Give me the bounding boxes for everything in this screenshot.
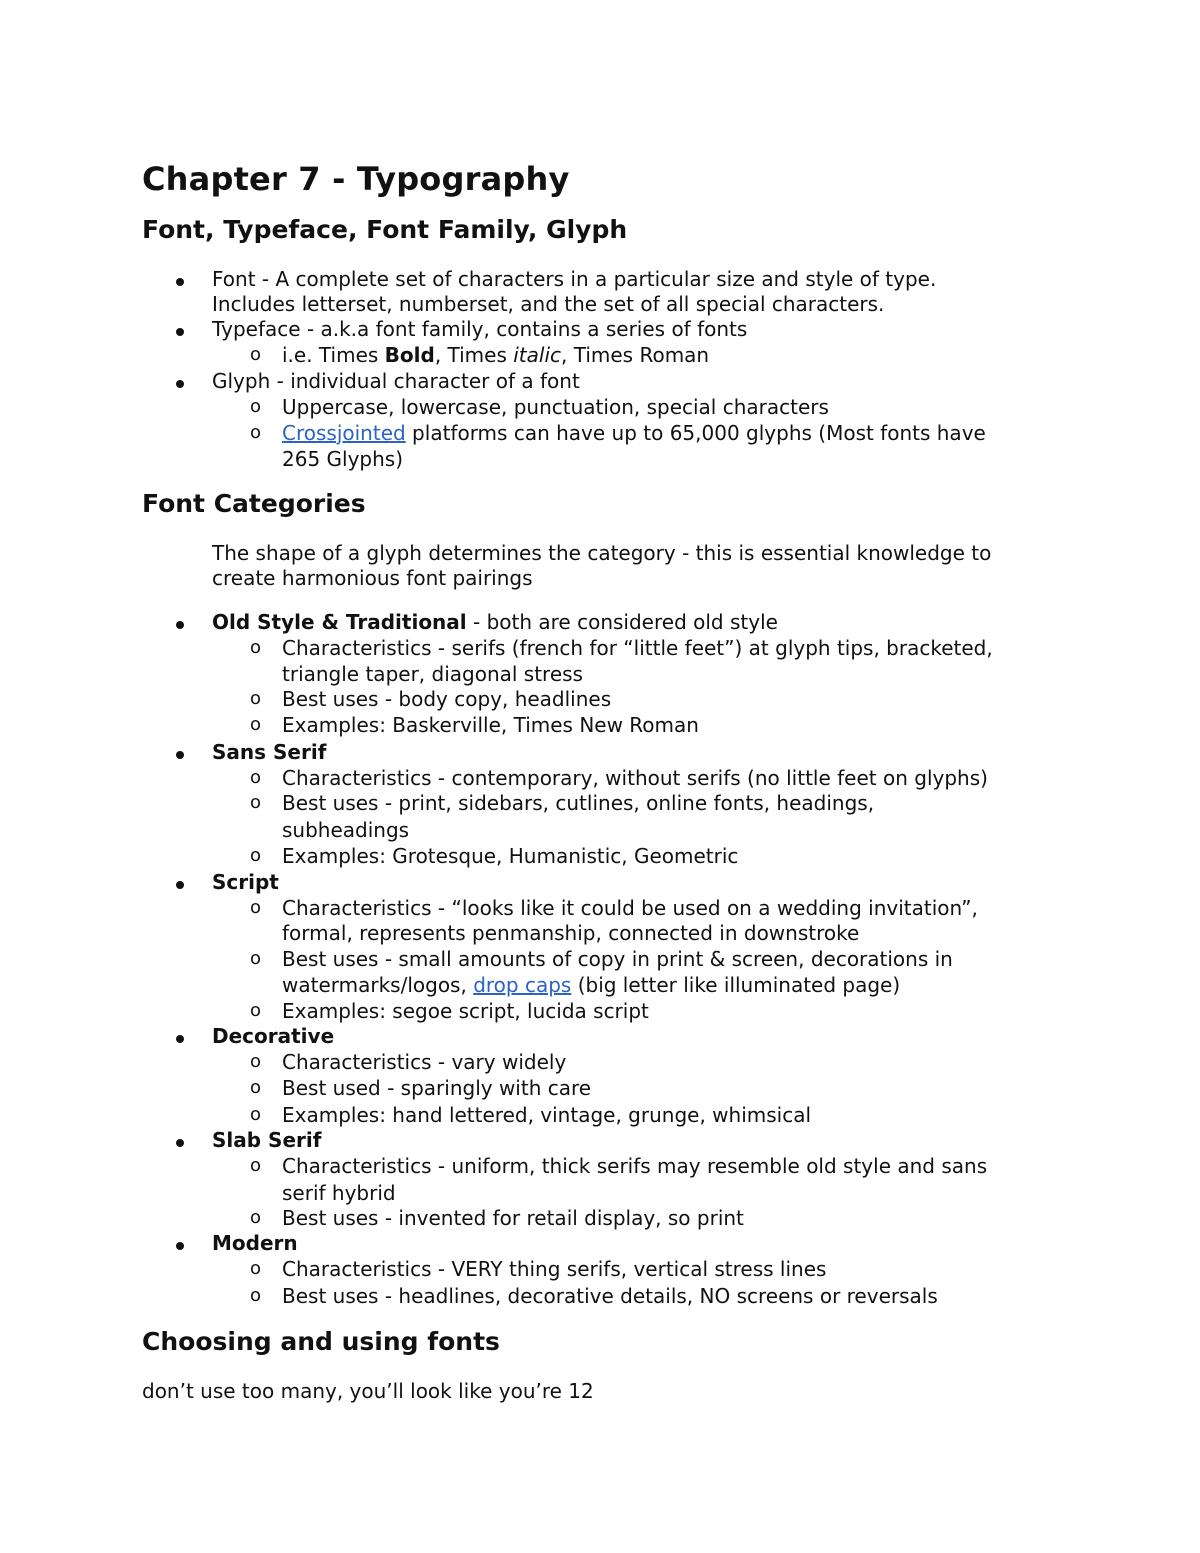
categories-intro-line2: create harmonious font pairings [212, 566, 533, 590]
decorative-characteristics: Characteristics - vary widely [282, 1050, 567, 1074]
old-style-best-uses: Best uses - body copy, headlines [282, 687, 612, 711]
old-style-characteristics-line2: triangle taper, diagonal stress [282, 662, 583, 686]
sans-serif-examples: Examples: Grotesque, Humanistic, Geometric [282, 844, 739, 868]
sub-bullet-icon: o [250, 1155, 262, 1176]
choosing-fonts-text: don’t use too many, you’ll look like you’re 12 [142, 1379, 594, 1403]
slab-serif-characteristics: Characteristics - uniform, thick serifs may resemble old style and sans [282, 1154, 988, 1178]
sub-bullet-icon: o [250, 897, 262, 918]
page-title: Chapter 7 - Typography [142, 160, 570, 198]
sub-bullet-icon: o [250, 948, 262, 969]
list-item-font-line1: Font - A complete set of characters in a particular size and style of type. [212, 267, 937, 291]
bullet-icon [176, 1023, 184, 1049]
sub-bullet-icon: o [250, 1258, 262, 1279]
sub-bullet-icon: o [250, 1207, 262, 1228]
bullet-icon [176, 266, 184, 292]
script-characteristics: Characteristics - “looks like it could be used on a wedding invitation”, [282, 896, 978, 920]
sub-bullet-icon: o [250, 767, 262, 788]
crossjointed-link[interactable]: Crossjointed [282, 421, 406, 445]
sub-bullet-icon: o [250, 688, 262, 709]
sub-bullet-icon: o [250, 1077, 262, 1098]
list-item-glyph: Glyph - individual character of a font [212, 369, 580, 393]
decorative-best-used: Best used - sparingly with care [282, 1076, 592, 1100]
list-item-typeface: Typeface - a.k.a font family, contains a series of fonts [212, 317, 748, 341]
script-examples: Examples: segoe script, lucida script [282, 999, 649, 1023]
sub-bullet-icon: o [250, 396, 262, 417]
drop-caps-link[interactable]: drop caps [473, 973, 572, 997]
categories-intro-line1: The shape of a glyph determines the category - this is essential knowledge to [212, 541, 992, 565]
old-style-characteristics: Characteristics - serifs (french for “little feet”) at glyph tips, bracketed, [282, 636, 993, 660]
bullet-icon [176, 1127, 184, 1153]
old-style-examples: Examples: Baskerville, Times New Roman [282, 713, 699, 737]
bullet-icon [176, 316, 184, 342]
slab-serif-best-uses: Best uses - invented for retail display, so print [282, 1206, 744, 1230]
modern-characteristics: Characteristics - VERY thing serifs, vertical stress lines [282, 1257, 827, 1281]
bullet-icon [176, 609, 184, 635]
sub-item-crossjointed: Crossjointed platforms can have up to 65,000 glyphs (Most fonts have [282, 421, 986, 445]
script-characteristics-line2: formal, represents penmanship, connected in downstroke [282, 921, 860, 945]
bullet-icon [176, 739, 184, 765]
category-decorative: Decorative [212, 1024, 335, 1048]
category-sans-serif: Sans Serif [212, 740, 327, 764]
category-slab-serif: Slab Serif [212, 1128, 322, 1152]
script-best-uses: Best uses - small amounts of copy in print & screen, decorations in [282, 947, 953, 971]
bullet-icon [176, 368, 184, 394]
sans-serif-best-uses: Best uses - print, sidebars, cutlines, online fonts, headings, [282, 791, 875, 815]
sub-bullet-icon: o [250, 1285, 262, 1306]
sans-serif-best-uses-line2: subheadings [282, 818, 410, 842]
category-script: Script [212, 870, 279, 894]
bullet-icon [176, 1230, 184, 1256]
sub-bullet-icon: o [250, 714, 262, 735]
sub-bullet-icon: o [250, 1051, 262, 1072]
sub-bullet-icon: o [250, 792, 262, 813]
sub-item-typeface-example: i.e. Times Bold, Times italic, Times Roman [282, 343, 710, 367]
section-heading-font-typeface: Font, Typeface, Font Family, Glyph [142, 215, 628, 244]
section-heading-choosing-fonts: Choosing and using fonts [142, 1327, 500, 1356]
script-best-uses-line2: watermarks/logos, drop caps (big letter like illuminated page) [282, 973, 901, 997]
sans-serif-characteristics: Characteristics - contemporary, without serifs (no little feet on glyphs) [282, 766, 988, 790]
sub-bullet-icon: o [250, 422, 262, 443]
sub-bullet-icon: o [250, 1104, 262, 1125]
modern-best-uses: Best uses - headlines, decorative details, NO screens or reversals [282, 1284, 938, 1308]
sub-bullet-icon: o [250, 1000, 262, 1021]
sub-bullet-icon: o [250, 637, 262, 658]
bullet-icon [176, 869, 184, 895]
sub-item-crossjointed-line2: 265 Glyphs) [282, 447, 404, 471]
decorative-examples: Examples: hand lettered, vintage, grunge, whimsical [282, 1103, 812, 1127]
section-heading-font-categories: Font Categories [142, 489, 366, 518]
sub-bullet-icon: o [250, 845, 262, 866]
sub-item-glyph-types: Uppercase, lowercase, punctuation, special characters [282, 395, 829, 419]
slab-serif-characteristics-line2: serif hybrid [282, 1181, 396, 1205]
category-modern: Modern [212, 1231, 298, 1255]
category-old-style: Old Style & Traditional - both are considered old style [212, 610, 778, 634]
sub-bullet-icon: o [250, 344, 262, 365]
list-item-font-line2: Includes letterset, numberset, and the set of all special characters. [212, 292, 885, 316]
